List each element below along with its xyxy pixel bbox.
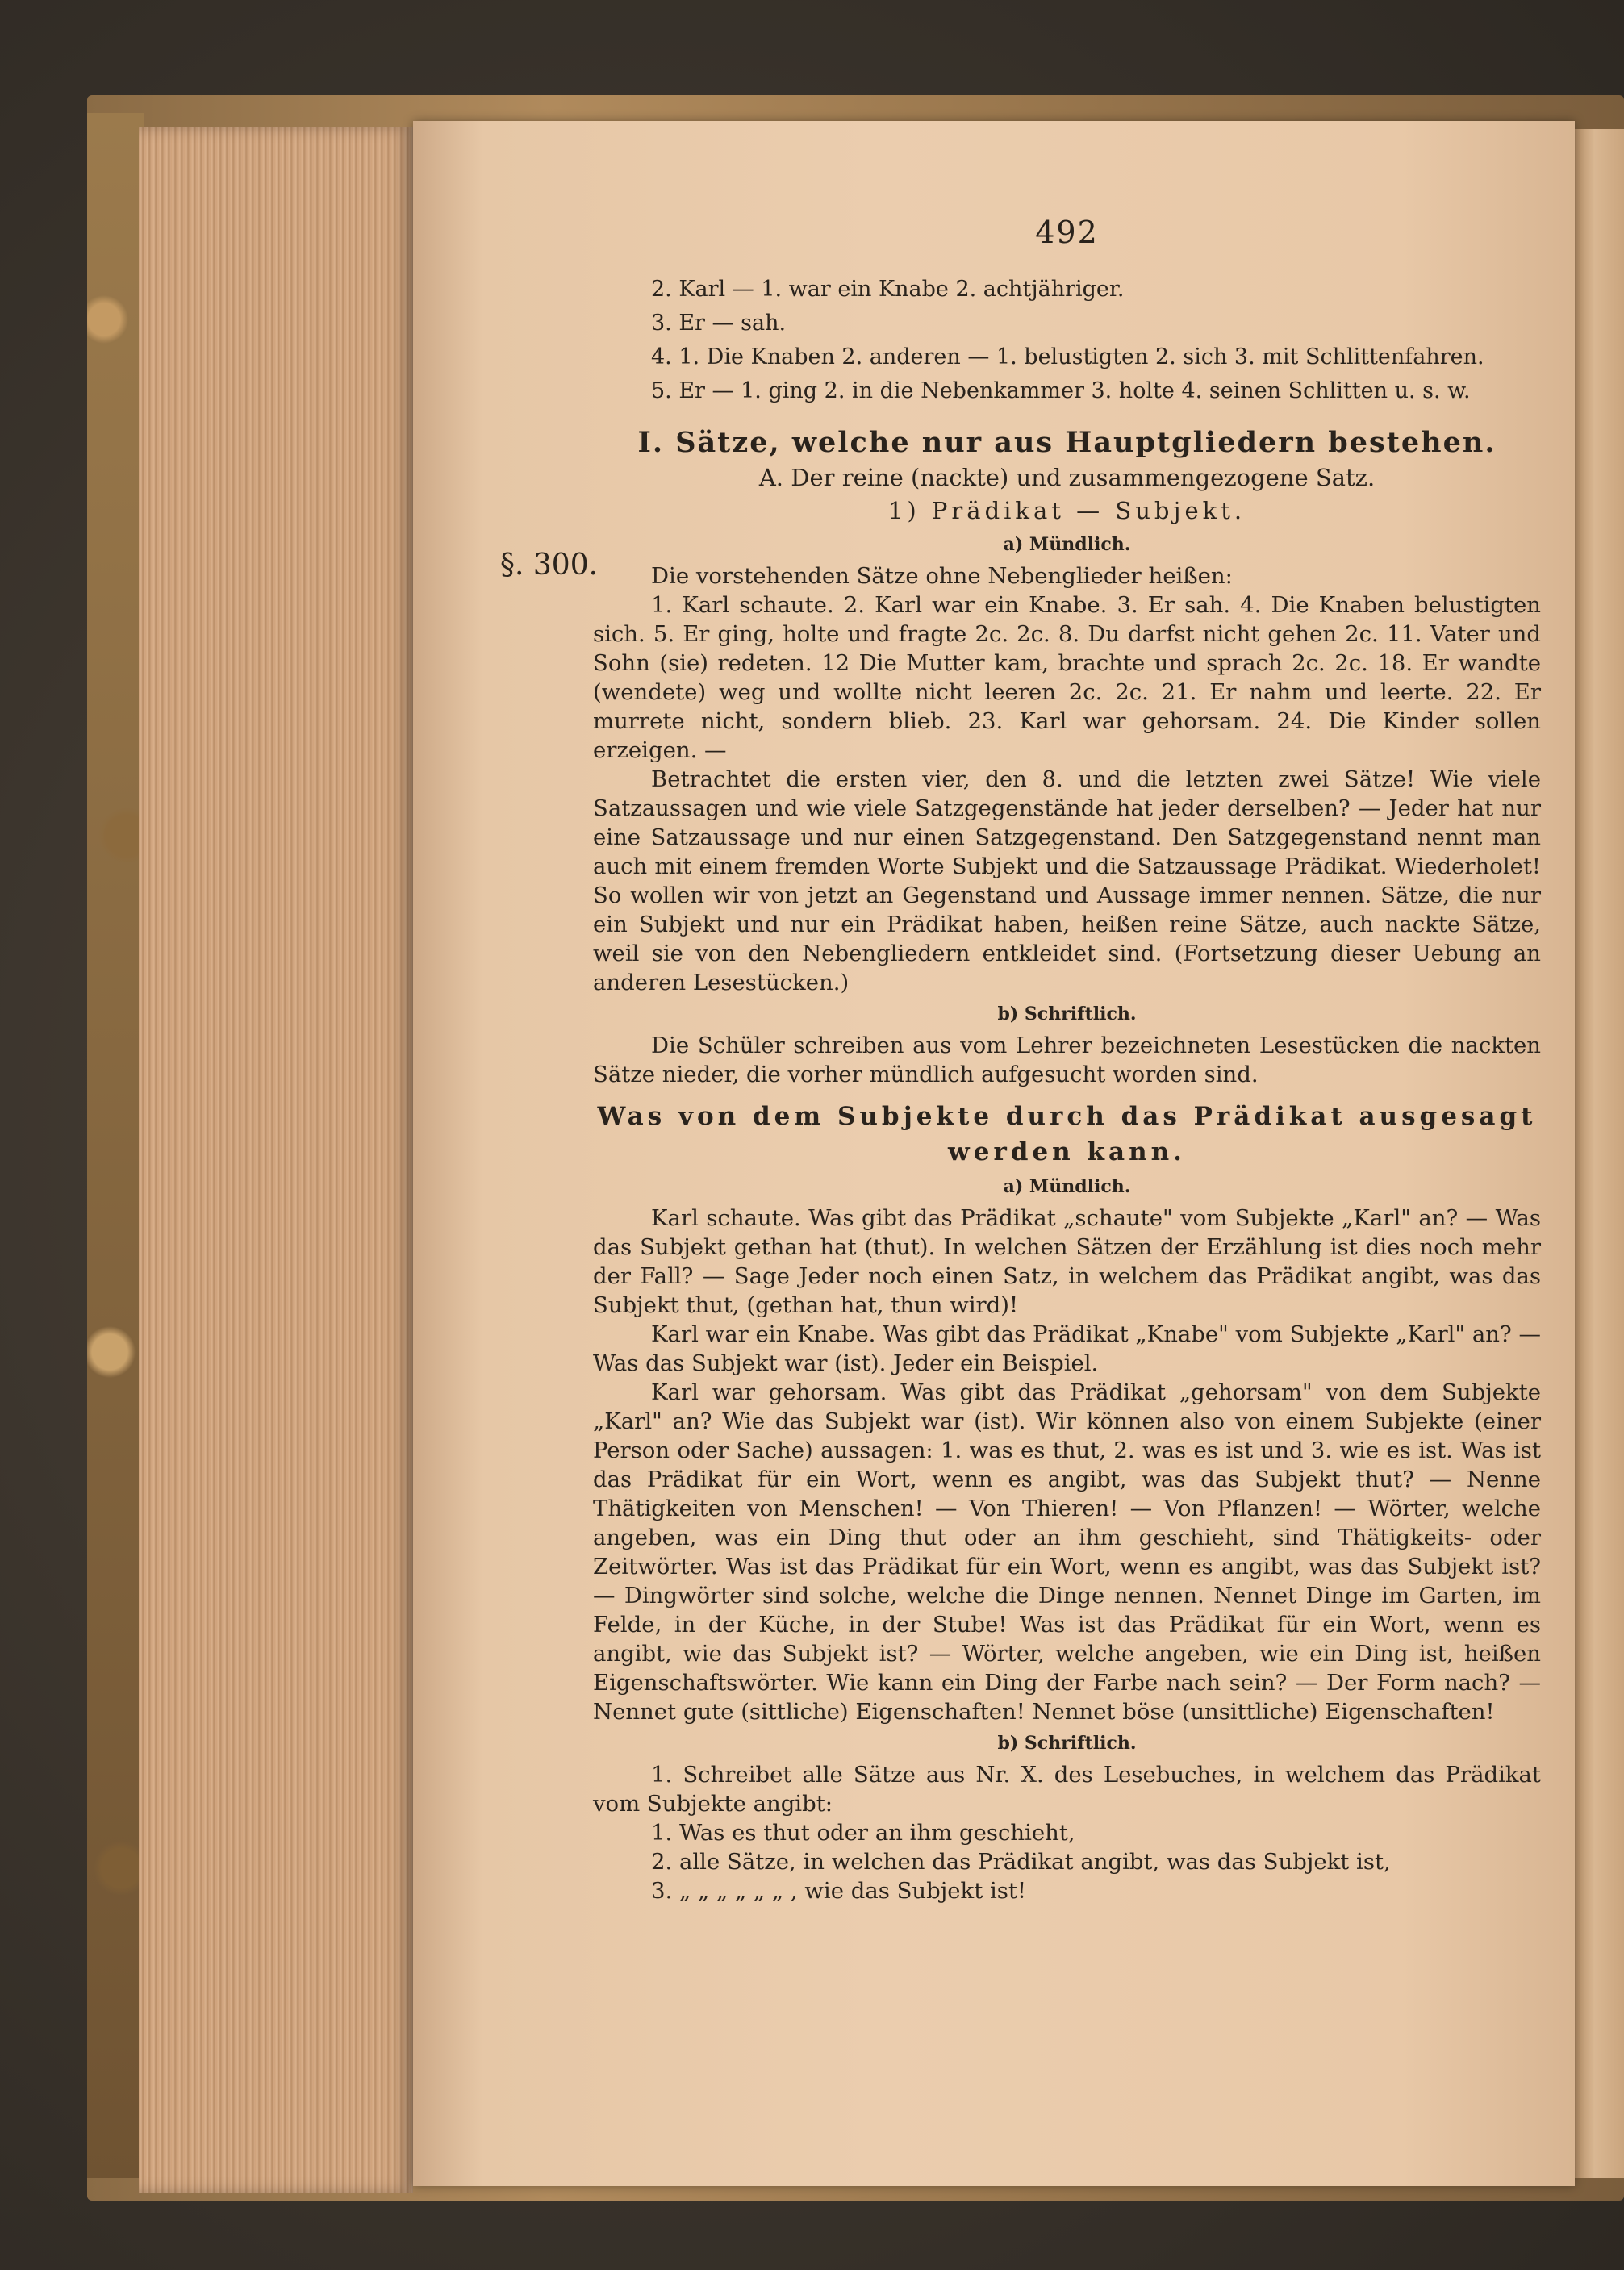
section-mark: §. 300.: [500, 549, 599, 582]
facing-page-edge: [1575, 129, 1624, 2178]
heading-sub: A. Der reine (nackte) und zusammengezogene Satz.: [758, 464, 1376, 491]
subheading-written-2: b) Schriftlich.: [997, 1733, 1137, 1754]
task-2: 2. alle Sätze, in welchen das Prädikat angibt, was das Subjekt ist,: [651, 1849, 1391, 1875]
task-1: 1. Was es thut oder an ihm geschieht,: [651, 1820, 1075, 1846]
intro-text: Die vorstehenden Sätze ohne Nebenglieder heißen:: [651, 563, 1233, 589]
syntax-line-1: 2. Karl — 1. war ein Knabe 2. achtjähriger.: [651, 277, 1125, 302]
paragraph-2: Die Schüler schreiben aus vom Lehrer bezeichneten Lesestücken die nackten Sätze nieder, die vorher mündlich aufgesucht worden sind.: [593, 1033, 1541, 1087]
paragraph-5: Karl war gehorsam. Was gibt das Prädikat „gehorsam" von dem Subjekte „Karl" an? Wie das Subjekt war (ist). Wir können also von einem Subjekte (einer Person oder Sache) aussagen: 1. was es thut, 2. was es ist und 3. wie es ist. Was ist das Prädikat für ein Wort, wenn es angibt, was das Subjekt thut? — Nenne Thätigkeiten von Menschen! — Von Thieren! — Von Pflanzen! — Wörter, welche angeben, was ein Ding thut oder an ihm geschieht, sind Thätigkeits- oder Zeitwörter. Was ist das Prädikat für ein Wort, wenn es angibt, was das Subjekt ist? — Dingwörter sind solche, welche die Dinge nennen. Nennet Dinge im Garten, im Felde, in der Küche, in der Stube! Was ist das Prädikat für ein Wort, wenn es angibt, wie das Subjekt ist? — Wörter, welche angeben, wie ein Ding ist, heißen Eigenschaftswörter. Wie kann ein Ding der Farbe nach sein? — Der Form nach? — Nennet gute (sittliche) Eigenschaften! Nennet böse (unsittliche) Eigenschaften!: [593, 1379, 1541, 1725]
paragraph-1: Betrachtet die ersten vier, den 8. und die letzten zwei Sätze! Wie viele Satzaussagen und wie viele Satzgegenstände hat jeder derselben? — Jeder hat nur eine Satzaussage und nur einen Satzgegenstand. Den Satzgegenstand nennt man auch mit einem fremden Worte Subjekt und die Satzaussage Prädikat. Wiederholet! So wollen wir von jetzt an Gegenstand und Aussage immer nennen. Sätze, die nur ein Subjekt und nur ein Prädikat haben, heißen reine Sätze, auch nackte Sätze, weil sie von den Nebengliedern entkleidet sind. (Fortsetzung dieser Uebung an anderen Lesestücken.): [593, 766, 1541, 995]
section-title: Was von dem Subjekte durch das Prädikat ausgesagt werden kann.: [597, 1102, 1537, 1166]
subheading-written-1: b) Schriftlich.: [997, 1004, 1137, 1024]
subheading-oral-1: a) Mündlich.: [1003, 534, 1131, 555]
subheading-oral-2: a) Mündlich.: [1003, 1176, 1131, 1197]
task-3: 3. „ „ „ „ „ „ , wie das Subjekt ist!: [651, 1878, 1027, 1904]
marbled-cover-edge: [87, 113, 144, 2178]
page-number: 492: [1035, 215, 1099, 250]
syntax-line-3: 4. 1. Die Knaben 2. anderen — 1. belustigten 2. sich 3. mit Schlittenfahren.: [651, 344, 1484, 369]
task-intro: 1. Schreibet alle Sätze aus Nr. X. des Lesebuches, in welchem das Prädikat vom Subjekte angibt:: [593, 1762, 1541, 1817]
paragraph-4: Karl war ein Knabe. Was gibt das Prädikat „Knabe" vom Subjekte „Karl" an? — Was das Subjekt war (ist). Jeder ein Beispiel.: [593, 1321, 1541, 1376]
page-stack-edges: [139, 127, 413, 2193]
heading-topic: 1) Prädikat — Subjekt.: [887, 497, 1246, 524]
examples-text: 1. Karl schaute. 2. Karl war ein Knabe. 3. Er sah. 4. Die Knaben belustigten sich. 5. Er ging, holte und fragte 2c. 2c. 8. Du darfst nicht gehen 2c. 11. Vater und Sohn (sie) redeten. 12 Die Mutter kam, brachte und sprach 2c. 2c. 18. Er wandte (wendete) weg und wollte nicht leeren 2c. 2c. 21. Er nahm und leerte. 22. Er murrete nicht, sondern blieb. 23. Karl war gehorsam. 24. Die Kinder sollen erzeigen. —: [593, 592, 1541, 763]
syntax-line-2: 3. Er — sah.: [651, 311, 787, 336]
heading-main: I. Sätze, welche nur aus Hauptgliedern bestehen.: [637, 426, 1497, 459]
syntax-line-4: 5. Er — 1. ging 2. in die Nebenkammer 3. holte 4. seinen Schlitten u. s. w.: [651, 378, 1471, 403]
page-text: [593, 215, 1541, 1905]
paragraph-3: Karl schaute. Was gibt das Prädikat „schaute" vom Subjekte „Karl" an? — Was das Subjekt gethan hat (thut). In welchen Sätzen der Erzählung ist dies noch mehr der Fall? — Sage Jeder noch einen Satz, in welchem das Prädikat angibt, was das Subjekt thut, (gethan hat, thun wird)!: [593, 1205, 1541, 1318]
